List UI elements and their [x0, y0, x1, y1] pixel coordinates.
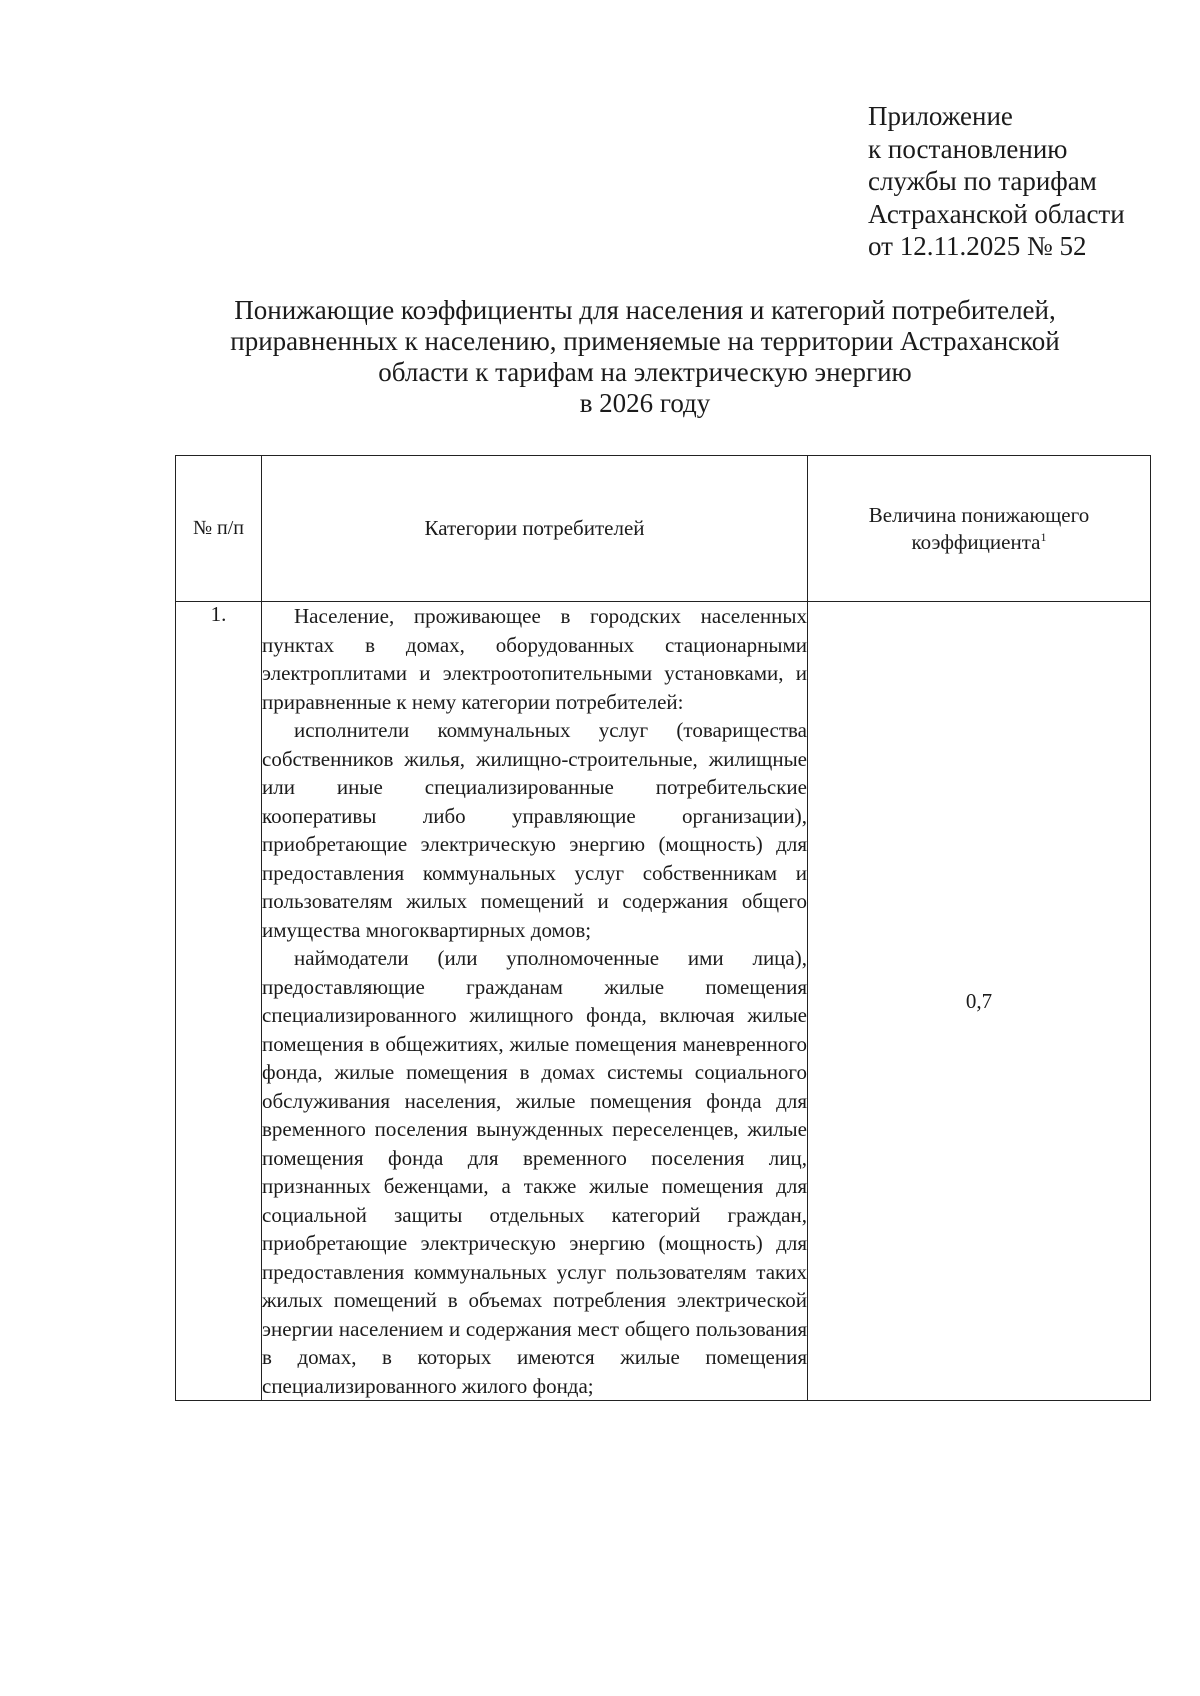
appendix-line: службы по тарифам	[868, 166, 1097, 196]
footnote-marker: 1	[1040, 529, 1047, 544]
document-title	[190, 295, 1100, 419]
header-coefficient	[808, 456, 1151, 602]
appendix-block	[868, 100, 1125, 263]
category-paragraph: наймодатели (или уполномоченные ими лица), предоставляющие гражданам жилые помещения специализированного жилищного фонда, включая жилые помещения в общежитиях, жилые помещения маневренного фонда, жилые помещения в домах системы социального обслуживания населения, жилые помещения фонда для временного поселения вынужденных переселенцев, жилые помещения фонда для временного поселения лиц, признанных беженцами, а также жилые помещения для социальной защиты отдельных категорий граждан, приобретающие электрическую энергию (мощность) для предоставления коммунальных услуг пользователям таких жилых помещений в объемах потребления электрической энергии населением и содержания мест общего пользования в домах, в которых имеются жилые помещения специализированного жилого фонда;	[262, 946, 807, 1398]
appendix-line: Астраханской области	[868, 198, 1125, 229]
title-line: в 2026 году	[579, 388, 711, 418]
title-line: области к тарифам на электрическую энергию	[378, 357, 912, 387]
category-paragraph: исполнители коммунальных услуг (товарищества собственников жилья, жилищно-строительные, жилищные или иные специализированные потребительские кооперативы либо управляющие организации), приобретающие электрическую энергию (мощность) для предоставления коммунальных услуг собственникам и пользователям жилых помещений и содержания общего имущества многоквартирных домов;	[262, 718, 807, 942]
header-coefficient-text: Величина понижающего коэффициента	[868, 502, 1090, 554]
title-line: приравненных к населению, применяемые на территории Астраханской	[230, 326, 1060, 356]
appendix-line: к постановлению	[868, 133, 1068, 164]
row-coefficient-value: 0,7	[808, 602, 1151, 1401]
table-row	[176, 602, 1151, 1401]
header-category: Категории потребителей	[262, 456, 808, 602]
appendix-line: Приложение	[868, 101, 1013, 131]
title-line: Понижающие коэффициенты для населения и категорий потребителей,	[234, 295, 1056, 325]
row-number: 1.	[176, 602, 262, 1401]
appendix-line: от 12.11.2025 № 52	[868, 231, 1087, 261]
header-number: № п/п	[176, 456, 262, 602]
category-paragraph: Население, проживающее в городских населенных пунктах в домах, оборудованных стационарными электроплитами и электроотопительными установками, и приравненные к нему категории потребителей:	[262, 604, 807, 714]
row-category-description	[262, 602, 808, 1401]
table-header-row	[176, 456, 1151, 602]
coefficients-table	[175, 455, 1151, 1401]
